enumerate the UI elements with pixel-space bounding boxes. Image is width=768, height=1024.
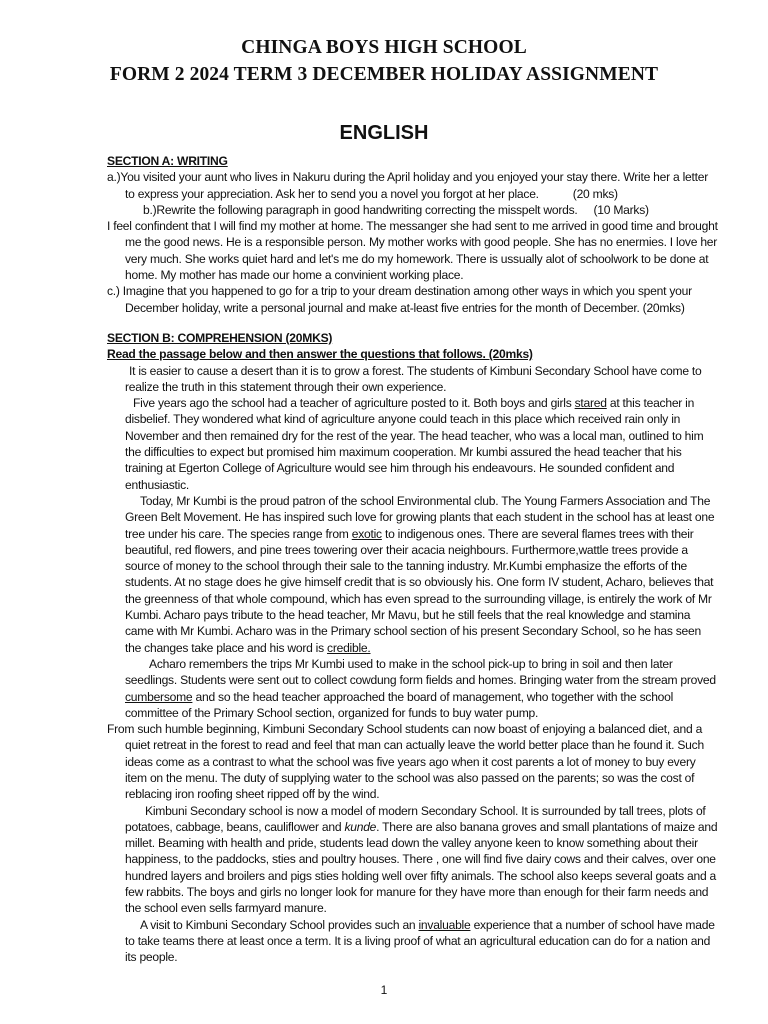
passage-text: Five years ago the school had a teacher of agriculture posted to it. Both boys and girls	[133, 396, 575, 411]
passage-paragraph-7	[107, 917, 719, 966]
question-a-marks: (20 mks)	[572, 186, 618, 201]
question-b	[107, 202, 719, 218]
vocab-word-kunde: kunde	[344, 819, 377, 834]
subject-title: ENGLISH	[339, 122, 429, 144]
passage-paragraph-2	[107, 395, 719, 493]
passage-text: A visit to Kimbuni Secondary School provides such an	[140, 917, 419, 932]
document-body	[107, 153, 719, 966]
page-number: 1	[380, 983, 388, 997]
vocab-word-invaluable: invaluable	[418, 917, 471, 932]
school-name: CHINGA BOYS HIGH SCHOOL	[241, 37, 527, 58]
passage-paragraph-5: From such humble beginning, Kimbuni Secondary School students can now boast of enjoying a balanced diet, and a quiet retreat in the forest to read and feel that man can actually leave the world better place than he found it. Such ideas come as a contrast to what the school was five years ago when it cost parents a lot of money to buy every item on the menu. The duty of supplying water to the school was also passed on the parents; so was the cost of reblacing iron roofing sheet ripped off by the wind.	[107, 722, 704, 802]
question-b-marks: (10 Marks)	[593, 202, 649, 217]
passage-text: Kimbuni Secondary school is now a model of modern Secondary School. It is surrounded by tall trees, plots of potatoes, cabbage, beans, cauliflower and	[125, 803, 706, 834]
section-a-heading: SECTION A: WRITING	[107, 154, 228, 168]
passage-text: to indigenous ones. There are several flames trees with their beautiful, red flowers, and pine trees towering over their acacia neighbours. Furthermore,wattle trees provide a source of money to the school through their sale to the tanning industry. Mr.Kumbi emphasize the efforts of the students. At no stage does he give himself credit that is so obviously his. One form IV student, Acharo, believes that the greenness of that whole compound, which has even spread to the surrounding village, is entirely the work of Mr Kumbi. Acharo pays tribute to the head teacher, Mr Mavu, but he still feels that the real knowledge and stamina came with Mr Kumbi. Acharo was in the Primary school section of his present Secondary School, so he has seen the changes take place and his word is	[125, 526, 714, 655]
question-a-text: a.)You visited your aunt who lives in Nakuru during the April holiday and you enjoyed your stay there. Write her a letter to express your appreciation. Ask her to send you a novel you forgot at her place.	[107, 170, 708, 201]
vocab-word-exotic: exotic	[351, 526, 382, 541]
question-b-paragraph: I feel confindent that I will find my mother at home. The messanger she had sent to me arrived in good time and brought me the good news. He is a responsible person. My mother works with good people. She has no enermies. I love her very much. She works quiet hard and let's me do my homework. There is ussually alot of schoolwork to be done at home. My mother has made our home a convinient working place.	[107, 219, 718, 283]
passage-text: . There are also banana groves and small plantations of maize and millet. Beaming with health and pride, students lead down the valley anyone keen to know something about their happiness, to the paddocks, sties and poultry houses. There , one will find five dairy cows and their calves, over one hundred layers and broilers and pigs sties holding well over fifty animals. The school also keeps several goats and a few rabbits. The boys and girls no longer look for manure for they have more than enough for their farm needs and the school even sells farmyard manure.	[125, 819, 718, 916]
vocab-word-cumbersome: cumbersome	[125, 689, 193, 704]
question-c: c.) Imagine that you happened to go for a trip to your dream destination among other ways in which you spent your December holiday, write a personal journal and make at-least five entries for the month of December. (20mks)	[107, 284, 692, 315]
comprehension-instruction: Read the passage below and then answer the questions that follows. (20mks)	[107, 347, 533, 362]
question-b-text: b.)Rewrite the following paragraph in good handwriting correcting the misspelt words.	[143, 202, 578, 217]
passage-text: Today, Mr Kumbi is the proud patron of the school Environmental club. The Young Farmers Association and The Green Belt Movement. He has inspired such love for growing plants that each student in the school has at least one tree under his care. The species range from	[125, 493, 715, 541]
passage-text: and so the head teacher approached the board of management, who together with the school committee of the Primary School section, organized for funds to buy water pump.	[125, 689, 674, 720]
passage-paragraph-4	[107, 656, 719, 721]
passage-text: experience that a number of school have made to take teams there at least once a term. It is a living proof of what an agricultural education can do for a nation and its people.	[125, 917, 715, 965]
passage-paragraph-3	[107, 493, 719, 656]
passage-text: Acharo remembers the trips Mr Kumbi used to make in the school pick-up to bring in soil and then later seedlings. Students were sent out to collect cowdung form fields and homes. Bringing water from the stream proved	[125, 656, 716, 688]
section-b-heading: SECTION B: COMPREHENSION (20MKS)	[107, 330, 333, 345]
passage-paragraph-6	[107, 803, 719, 917]
passage-text: at this teacher in disbelief. They wondered what kind of agriculture anyone could teach in this place which received rain only in November and then remained dry for the rest of the year. The head teacher, who was a local man, outlined to him the difficulties to expect but promised him maximum cooperation. Mr kumbi assured the head teacher that his training at Egerton College of Agriculture would see him through his endeavours. He sounded confident and enthusiastic.	[125, 396, 704, 492]
question-a	[107, 169, 719, 202]
passage-paragraph-1: It is easier to cause a desert than it is to grow a forest. The students of Kimbuni Secondary School have come to realize the truth in this statement through their own experience.	[125, 363, 702, 394]
assignment-title: FORM 2 2024 TERM 3 DECEMBER HOLIDAY ASSIGNMENT	[109, 64, 659, 85]
vocab-word-stared: stared	[574, 396, 607, 411]
vocab-word-credible: credible.	[327, 640, 371, 655]
